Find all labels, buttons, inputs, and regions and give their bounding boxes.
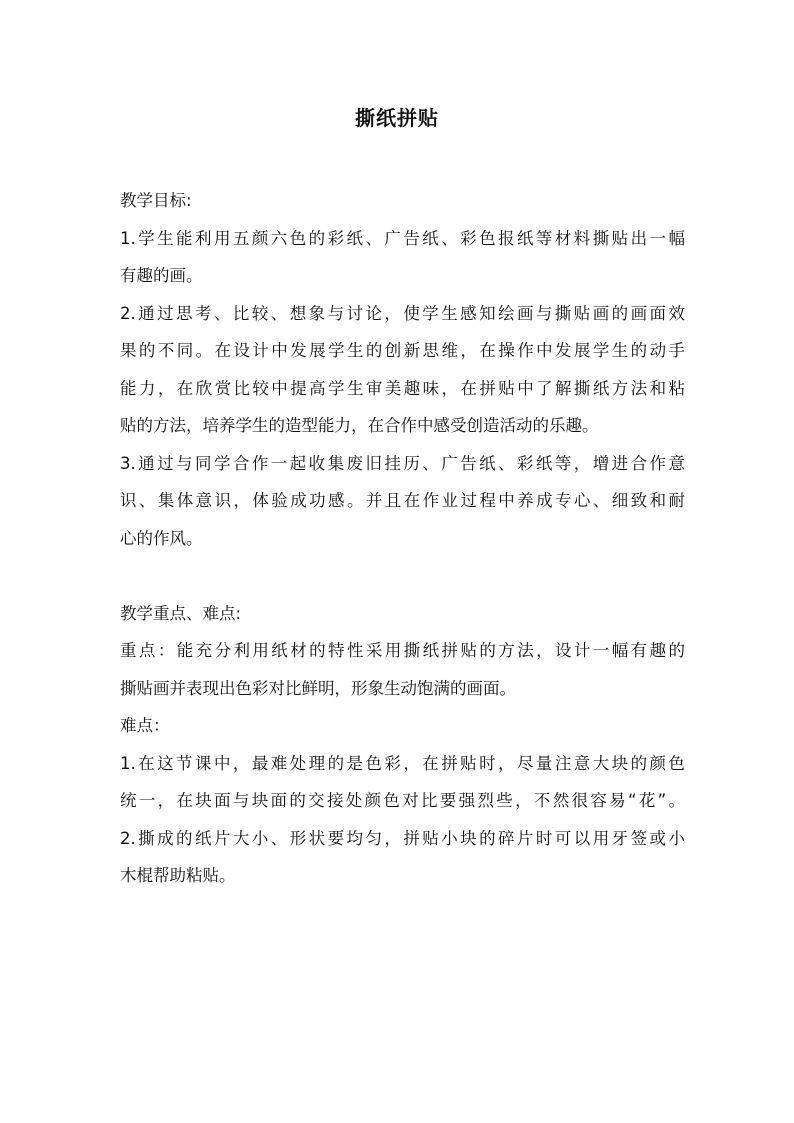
objectives-heading: 教学目标: bbox=[120, 191, 192, 210]
objective-3-line-1: 3.通过与同学合作一起收集废旧挂历、广告纸、彩纸等，增进合作意 bbox=[120, 453, 685, 473]
difficulty-2-line-2: 木棍帮助粘贴。 bbox=[120, 866, 236, 885]
focus-line-2: 撕贴画并表现出色彩对比鲜明，形象生动饱满的画面。 bbox=[120, 678, 516, 698]
difficulty-1-line-2: 统一，在块面与块面的交接处颜色对比要强烈些，不然很容易“花”。 bbox=[120, 791, 685, 810]
objective-2-line-3: 能力，在欣赏比较中提高学生审美趣味，在拼贴中了解撕纸方法和粘 bbox=[120, 378, 685, 398]
objective-2-line-4: 贴的方法，培养学生的造型能力，在合作中感受创造活动的乐趣。 bbox=[120, 416, 599, 435]
document-title: 撕纸拼贴 bbox=[355, 106, 439, 130]
objective-2-line-1: 2.通过思考、比较、想象与讨论，使学生感知绘画与撕贴画的画面效 bbox=[120, 303, 685, 323]
focus-line-1: 重点：能充分利用纸材的特性采用撕纸拼贴的方法，设计一幅有趣的 bbox=[120, 641, 685, 660]
document-body bbox=[120, 182, 685, 895]
difficulty-2-line-1: 2.撕成的纸片大小、形状要均匀，拼贴小块的碎片时可以用牙签或小 bbox=[120, 828, 685, 848]
objective-1-line-2: 有趣的画。 bbox=[120, 266, 203, 285]
objective-3-line-2: 识、集体意识，体验成功感。并且在作业过程中养成专心、细致和耐 bbox=[120, 491, 685, 510]
difficulty-1-line-1: 1.在这节课中，最难处理的是色彩，在拼贴时，尽量注意大块的颜色 bbox=[120, 753, 685, 773]
objective-3-line-3: 心的作风。 bbox=[120, 528, 203, 548]
section-spacer bbox=[120, 557, 685, 595]
key-points-heading: 教学重点、难点: bbox=[120, 603, 242, 623]
objective-1-line-1: 1.学生能利用五颜六色的彩纸、广告纸、彩色报纸等材料撕贴出一幅 bbox=[120, 228, 685, 248]
objective-2-line-2: 果的不同。在设计中发展学生的创新思维，在操作中发展学生的动手 bbox=[120, 341, 685, 360]
difficulty-heading: 难点： bbox=[120, 716, 170, 735]
